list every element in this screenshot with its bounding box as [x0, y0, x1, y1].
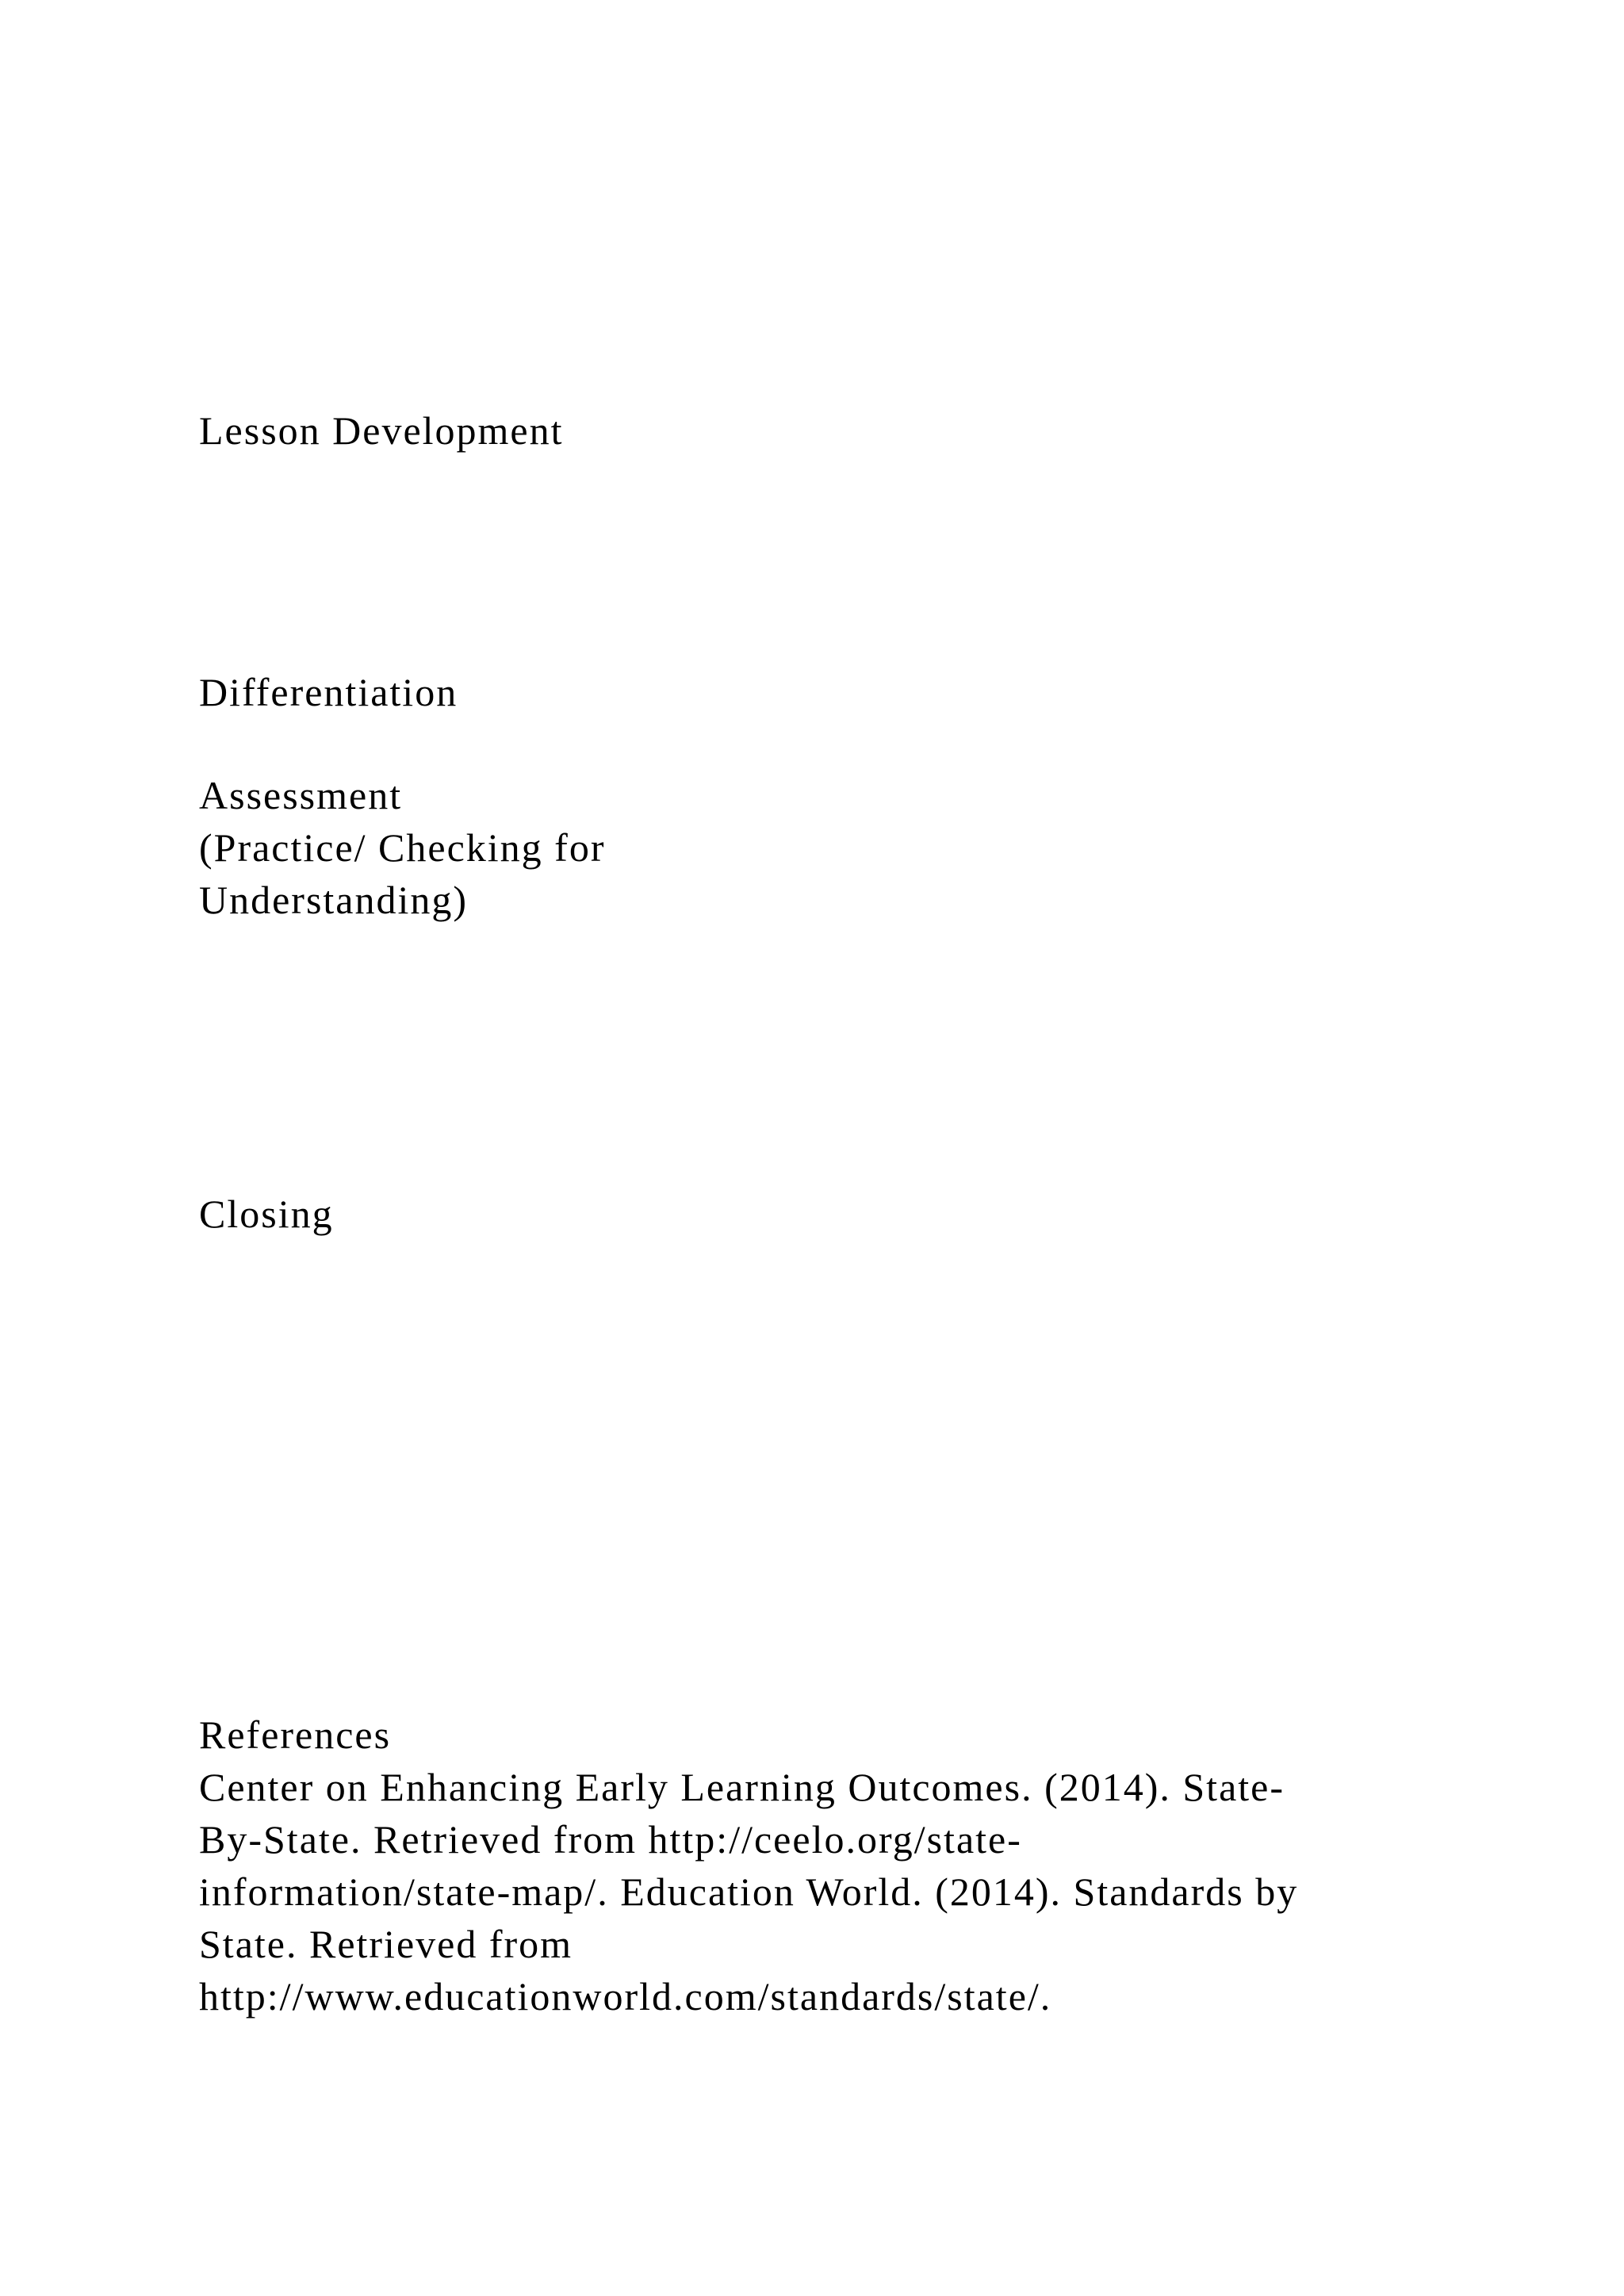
heading-assessment: Assessment [199, 773, 403, 817]
heading-lesson-development: Lesson Development [199, 408, 564, 453]
heading-differentiation: Differentiation [199, 670, 458, 714]
reference-line-3: information/state-map/. Education World. (2014). Standards by [199, 1869, 1299, 1914]
reference-line-1: Center on Enhancing Early Learning Outcomes. (2014). State- [199, 1765, 1285, 1809]
reference-line-5: http://www.educationworld.com/standards/state/. [199, 1974, 1052, 2019]
assessment-line-3: Understanding) [199, 878, 469, 922]
heading-references: References [199, 1712, 392, 1757]
reference-line-4: State. Retrieved from [199, 1922, 573, 1966]
assessment-line-2: (Practice/ Checking for [199, 825, 606, 870]
reference-line-2: By-State. Retrieved from http://ceelo.org/state- [199, 1817, 1022, 1862]
heading-closing: Closing [199, 1192, 334, 1236]
